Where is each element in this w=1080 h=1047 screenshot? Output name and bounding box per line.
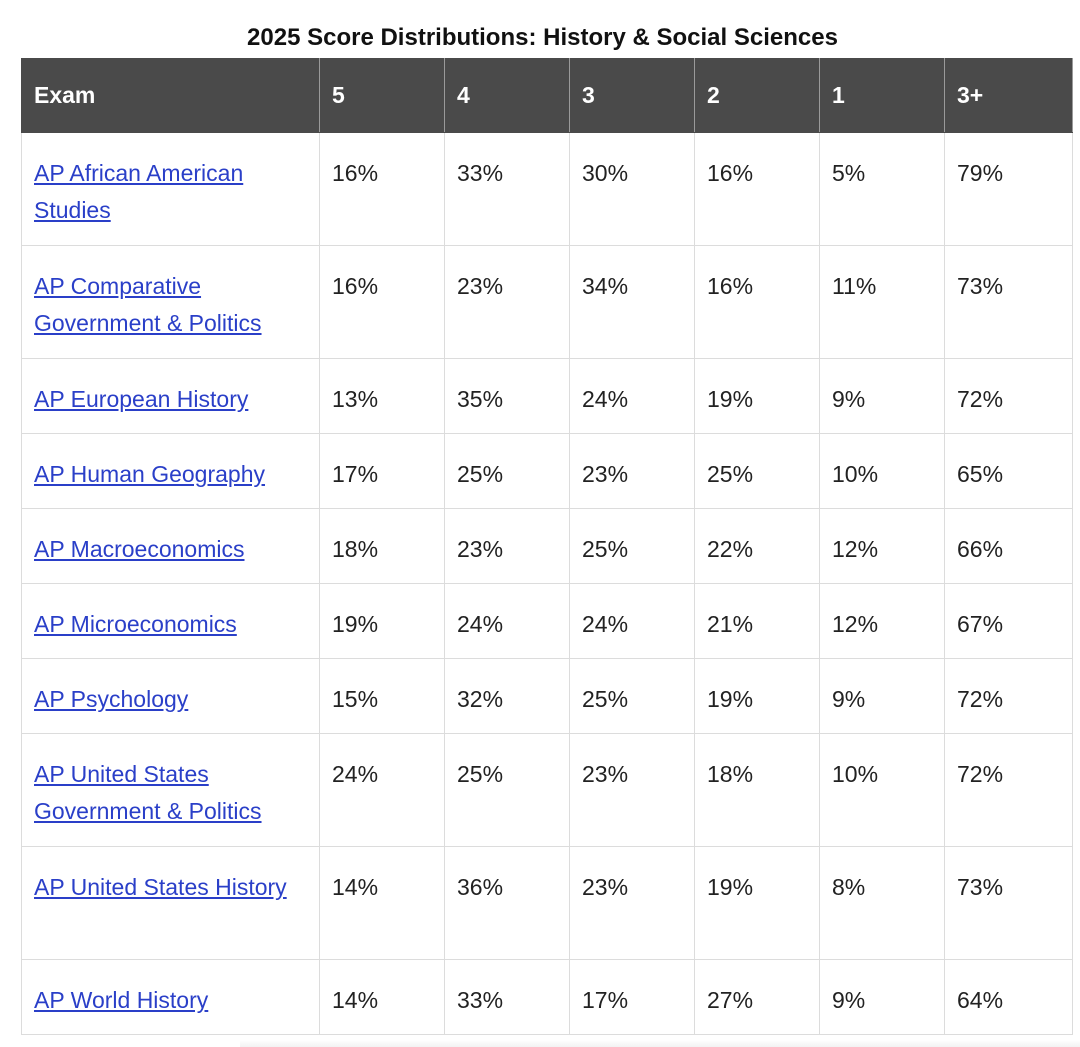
score-3-cell: 17% [570,960,695,1035]
score-4-cell: 25% [445,434,570,509]
score-3-cell: 23% [570,734,695,847]
exam-link[interactable]: AP United States History [34,874,287,900]
exam-cell [22,509,320,584]
exam-link[interactable]: AP Psychology [34,686,189,712]
bottom-shadow [240,1040,1080,1047]
score-1-cell: 9% [820,659,945,734]
score-5-cell: 24% [320,734,445,847]
header-row [22,59,1073,133]
score-4-cell: 35% [445,359,570,434]
table-row [22,509,1073,584]
header-exam: Exam [22,59,320,133]
exam-cell [22,734,320,847]
table-row [22,359,1073,434]
exam-cell [22,960,320,1035]
exam-cell [22,359,320,434]
score-3plus-cell: 79% [945,133,1073,246]
score-4-cell: 32% [445,659,570,734]
score-3-cell: 30% [570,133,695,246]
score-3plus-cell: 73% [945,847,1073,960]
score-4-cell: 25% [445,734,570,847]
score-1-cell: 5% [820,133,945,246]
score-3-cell: 23% [570,434,695,509]
score-3plus-cell: 65% [945,434,1073,509]
header-score-2: 2 [695,59,820,133]
table-row [22,960,1073,1035]
score-3plus-cell: 72% [945,359,1073,434]
exam-cell [22,584,320,659]
header-score-3plus: 3+ [945,59,1073,133]
score-3-cell: 24% [570,359,695,434]
score-1-cell: 12% [820,509,945,584]
score-2-cell: 16% [695,133,820,246]
score-3-cell: 25% [570,509,695,584]
score-4-cell: 23% [445,509,570,584]
score-4-cell: 23% [445,246,570,359]
header-score-3: 3 [570,59,695,133]
score-3-cell: 23% [570,847,695,960]
score-3plus-cell: 64% [945,960,1073,1035]
exam-cell [22,246,320,359]
header-score-1: 1 [820,59,945,133]
score-5-cell: 13% [320,359,445,434]
score-5-cell: 16% [320,246,445,359]
table-row [22,133,1073,246]
score-5-cell: 19% [320,584,445,659]
score-2-cell: 25% [695,434,820,509]
score-4-cell: 33% [445,960,570,1035]
header-score-4: 4 [445,59,570,133]
score-4-cell: 33% [445,133,570,246]
score-4-cell: 36% [445,847,570,960]
score-5-cell: 14% [320,960,445,1035]
table-row [22,434,1073,509]
score-2-cell: 22% [695,509,820,584]
score-2-cell: 18% [695,734,820,847]
table-row [22,734,1073,847]
score-3plus-cell: 73% [945,246,1073,359]
score-1-cell: 12% [820,584,945,659]
score-1-cell: 10% [820,434,945,509]
table-row [22,847,1073,960]
exam-cell [22,133,320,246]
score-4-cell: 24% [445,584,570,659]
score-2-cell: 21% [695,584,820,659]
score-5-cell: 16% [320,133,445,246]
exam-link[interactable]: AP Human Geography [34,461,265,487]
score-2-cell: 19% [695,847,820,960]
exam-cell [22,847,320,960]
score-3plus-cell: 72% [945,659,1073,734]
exam-cell [22,434,320,509]
exam-cell [22,659,320,734]
table-row [22,246,1073,359]
table-title: 2025 Score Distributions: History & Social Sciences [247,24,838,51]
score-1-cell: 9% [820,960,945,1035]
exam-link[interactable]: AP European History [34,386,249,412]
exam-link[interactable]: AP United States Government & Politics [34,761,262,824]
score-3-cell: 34% [570,246,695,359]
score-1-cell: 9% [820,359,945,434]
score-3plus-cell: 66% [945,509,1073,584]
exam-link[interactable]: AP Macroeconomics [34,536,245,562]
score-1-cell: 8% [820,847,945,960]
score-5-cell: 14% [320,847,445,960]
exam-link[interactable]: AP World History [34,987,209,1013]
exam-link[interactable]: AP Comparative Government & Politics [34,273,262,336]
score-2-cell: 19% [695,659,820,734]
score-3-cell: 24% [570,584,695,659]
exam-link[interactable]: AP Microeconomics [34,611,237,637]
score-5-cell: 18% [320,509,445,584]
score-distribution-table [21,58,1073,1035]
exam-link[interactable]: AP African American Studies [34,160,244,223]
score-3-cell: 25% [570,659,695,734]
score-1-cell: 11% [820,246,945,359]
table-row [22,584,1073,659]
score-5-cell: 17% [320,434,445,509]
score-2-cell: 19% [695,359,820,434]
score-3plus-cell: 67% [945,584,1073,659]
table-row [22,659,1073,734]
score-2-cell: 27% [695,960,820,1035]
header-score-5: 5 [320,59,445,133]
score-3plus-cell: 72% [945,734,1073,847]
score-5-cell: 15% [320,659,445,734]
score-2-cell: 16% [695,246,820,359]
score-1-cell: 10% [820,734,945,847]
